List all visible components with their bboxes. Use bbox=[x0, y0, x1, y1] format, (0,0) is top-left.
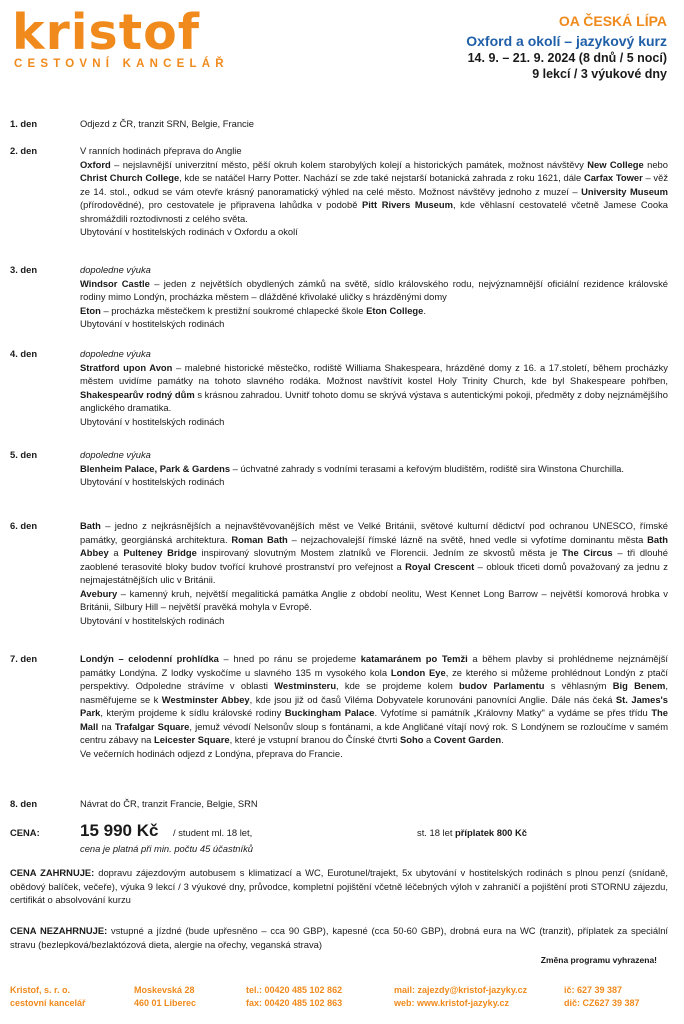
excludes-text: vstupné a jízdné (bude upřesněno – cca 90 GBP), kapesné (cca 50-60 GBP), drobná eura na WC (tranzit), příplatek za speciální stravu (bezlepková/bezlaktózová dieta, alergie na ořechy, veganská strava) bbox=[10, 925, 669, 950]
day-label: 4. den bbox=[10, 348, 38, 359]
includes-text: dopravu zájezdovým autobusem s klimatizací a WC, Eurotunel/trajekt, 5x ubytování v hostitelských rodinách s plnou penzí (snídaně, obědový balíček, večeře), výuka 9 lekcí / 3 výukové dny, průvodce, kompletní pojištění včetně léčebných výloh v zahraničí a pojištění proti STORNU zájezdu, certifikát o absolvování kurzu bbox=[10, 867, 668, 905]
day-label: 3. den bbox=[10, 264, 38, 275]
day-text: Stratford upon Avon – malebné historické městečko, rodiště Williama Shakespeara, hrázděné domy z 16. a 17.století, během procházky městem uvidíme památky na tohoto slavného rodáka. Možnost navštívit kostel Holy Trinity Church, kde byl Shakespeare pohřben, Shakespearův rodný dům s krásnou zahradou. Uvnitř tohoto domu se skrývá výstava s autentickými pokoji, předměty z doby nejznámějšího anglického dramatika. bbox=[80, 361, 668, 413]
footer bbox=[10, 984, 674, 1014]
trip-header bbox=[466, 12, 667, 82]
logo-subtitle: CESTOVNÍ KANCELÁŘ bbox=[14, 58, 229, 70]
day-text: Bath – jedno z nejkrásnějších a nejnavštěvovanějších měst ve Velké Británii, světové kulturní dědictví pod ochranou UNESCO, římské památky, georgiánská architektura. Roman Bath – nejzachovalejší římské lázně na světě, hned vedle si vyfotíme dominantu města Bath Abbey a Pulteney Bridge inspirovaný slovutným Mostem zlatníků ve Florencii. Jedním ze skvostů města je The Circus – tři dlouhé zaoblené terasovité bloky budov tvořící kruhové prostranství pro veřejnost a Royal Crescent – oblouk třiceti domů považovaný za jednu z nejmajestátnějších ulic v Británii. bbox=[80, 520, 668, 585]
day-description bbox=[80, 797, 668, 811]
day-text: Oxford – nejslavnější univerzitní město, pěší okruh kolem starobylých kolejí a historických památek, možnost návštěvy New College nebo Christ Church College, kde se natáčel Harry Potter. Nachází se zde také nejstarší botanická zahrada z roku 1621, dále Carfax Tower – věž ze 14. stol., odkud se vám otevře krásný panoramatický výhled na celé město. Možnost návštěvy jednoho z muzeí – University Museum (přírodovědné), pro cestovatele je připravena lahůdka v podobě Pitt Rivers Museum, kde věhlasní cestovatelé včetně Jamese Cooka shromáždili roztodivnosti z celého světa. bbox=[80, 158, 669, 224]
price-excludes bbox=[10, 924, 668, 951]
day-5 bbox=[10, 448, 670, 489]
day-text: dopoledne výuka bbox=[80, 449, 151, 460]
day-description bbox=[80, 117, 668, 131]
day-description bbox=[80, 519, 668, 627]
day-8 bbox=[10, 797, 670, 811]
excludes-label: CENA NEZAHRNUJE: bbox=[10, 925, 108, 936]
day-description bbox=[80, 144, 668, 239]
accommodation-text: Ubytování v hostitelských rodinách bbox=[80, 476, 225, 487]
price-note: cena je platná při min. počtu 45 účastníků bbox=[80, 843, 254, 854]
logo-wordmark: kristof bbox=[12, 4, 201, 61]
price-section bbox=[10, 820, 670, 860]
company-id: ič: 627 39 387 bbox=[564, 985, 623, 995]
day-label: 6. den bbox=[10, 520, 38, 531]
day-text: Ve večerních hodinách odjezd z Londýna, přeprava do Francie. bbox=[80, 747, 343, 759]
day-1 bbox=[10, 117, 670, 131]
day-label: 5. den bbox=[10, 449, 38, 460]
day-text: dopoledne výuka bbox=[80, 348, 151, 359]
fax: fax: 00420 485 102 863 bbox=[246, 998, 343, 1008]
day-text: Eton – procházka městečkem k prestižní soukromé chlapecké škole Eton College. bbox=[80, 304, 426, 316]
city: 460 01 Liberec bbox=[134, 998, 197, 1008]
price-includes bbox=[10, 866, 668, 907]
footer-company bbox=[10, 984, 86, 1010]
footer-phone bbox=[246, 984, 342, 1010]
price-surcharge: st. 18 let příplatek 800 Kč bbox=[417, 827, 527, 838]
company-type: cestovní kancelář bbox=[10, 998, 86, 1008]
day-text: Windsor Castle – jeden z největších obydlených zámků na světě, sídlo královského rodu, nejvýznamnější oficiální rezidence královské rodiny mimo Londýn, procházka městem – dlážděné křivolaké uličky s hrázděnými domy bbox=[80, 277, 668, 302]
accommodation-text: Ubytování v hostitelských rodinách bbox=[80, 318, 225, 329]
price-amount: 15 990 Kč bbox=[80, 821, 159, 840]
company-logo bbox=[12, 4, 237, 70]
includes-label: CENA ZAHRNUJE: bbox=[10, 867, 95, 878]
price-per-student: / student ml. 18 let, bbox=[173, 827, 253, 838]
trip-dates: 14. 9. – 21. 9. 2024 (8 dnů / 5 nocí) bbox=[467, 51, 667, 65]
price-label: CENA: bbox=[10, 827, 40, 838]
accommodation-text: Ubytování v hostitelských rodinách bbox=[80, 614, 225, 626]
accommodation-text: Ubytování v hostitelských rodinách bbox=[80, 415, 225, 427]
day-text: V ranních hodinách přeprava do Anglie bbox=[80, 145, 242, 156]
day-description bbox=[80, 652, 668, 760]
day-2 bbox=[10, 144, 670, 239]
footer-address bbox=[134, 984, 196, 1010]
day-description bbox=[80, 263, 668, 331]
day-text: dopoledne výuka bbox=[80, 264, 151, 275]
day-label: 8. den bbox=[10, 798, 38, 809]
day-label: 2. den bbox=[10, 145, 38, 156]
day-7 bbox=[10, 652, 670, 760]
web-link[interactable]: web: www.kristof-jazyky.cz bbox=[394, 998, 510, 1008]
accommodation-text: Ubytování v hostitelských rodinách v Oxfordu a okolí bbox=[80, 226, 298, 237]
company-name: Kristof, s. r. o. bbox=[10, 985, 71, 995]
day-text: Londýn – celodenní prohlídka – hned po ránu se projedeme katamaránem po Temži a během plavby si prohlédneme nejznámější památky Londýna. Z lodky vyskočíme u slavného 135 m vysokého kola London Eye, ze kterého si můžeme prohlédnout Londýn z ptačí perspektivy. Odpoledne strávíme v oblasti Westminsteru, kde se projdeme kolem budov Parlamentu s věhlasným Big Benem, nasměřujeme se k Westminster Abbey, kde jsou již od časů Viléma Dobyvatele korunováni panovníci Anglie. Dále nás čeká St. James's Park, kterým projdeme k sídlu královské rodiny Buckingham Palace. Vyfotíme si památník „Královny Matky" a vydáme se přes třídu The Mall na Trafalgar Square, jemuž vévodí Nelsonův sloup s fontánami, a kde Angličané vítají nový rok. S Londýnem se rozloučíme v samém centru zábavy na Leicester Square, které je vstupní branou do Čínské čtvrti Soho a Covent Garden. bbox=[80, 653, 668, 745]
footer-ids bbox=[564, 984, 640, 1010]
day-label: 7. den bbox=[10, 653, 38, 664]
vat-id: dič: CZ627 39 387 bbox=[564, 998, 640, 1008]
day-text: Návrat do ČR, tranzit Francie, Belgie, SRN bbox=[80, 798, 258, 809]
trip-lessons: 9 lekcí / 3 výukové dny bbox=[532, 67, 667, 81]
day-description bbox=[80, 347, 668, 428]
day-3 bbox=[10, 263, 670, 331]
day-text: Avebury – kamenný kruh, největší megalitická památka Anglie z období neolitu, West Kennet Long Barrow – největší komorová hrobka v Británii, Silbury Hill – největší pravěká mohyla v Evropě. bbox=[80, 587, 668, 612]
program-change-note: Změna programu vyhrazena! bbox=[540, 955, 657, 965]
day-description bbox=[80, 448, 668, 489]
school-name: OA ČESKÁ LÍPA bbox=[558, 13, 667, 29]
trip-title: Oxford a okolí – jazykový kurz bbox=[466, 33, 667, 49]
day-label: 1. den bbox=[10, 118, 38, 129]
phone: tel.: 00420 485 102 862 bbox=[246, 985, 343, 995]
day-text: Odjezd z ČR, tranzit SRN, Belgie, Francie bbox=[80, 118, 255, 129]
day-text: Blenheim Palace, Park & Gardens – úchvatné zahrady s vodními terasami a keřovým bludištěm, rodiště sira Winstona Churchilla. bbox=[80, 462, 624, 474]
day-6 bbox=[10, 519, 670, 627]
day-4 bbox=[10, 347, 670, 428]
email-link[interactable]: mail: zajezdy@kristof-jazyky.cz bbox=[394, 985, 528, 995]
street: Moskevská 28 bbox=[134, 985, 195, 995]
footer-contact bbox=[394, 984, 527, 1010]
